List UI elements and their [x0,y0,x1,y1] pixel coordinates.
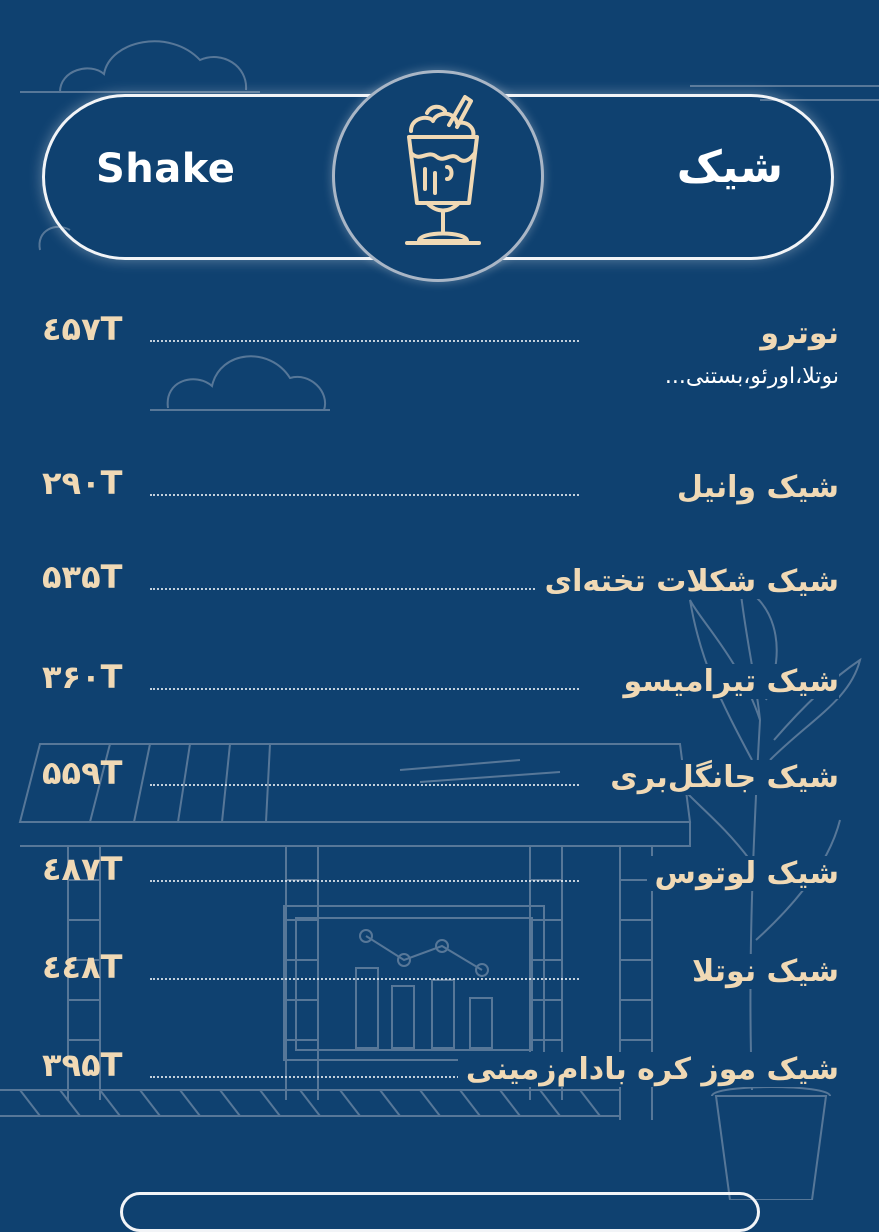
menu-item[interactable] [0,754,879,820]
menu-item-name: شیک نوتلا [684,954,839,989]
menu-item-price: ۳۹۵T [42,1046,123,1084]
menu-item-price: ۳۶۰T [42,658,123,696]
next-category-header [120,1192,760,1232]
menu-item[interactable] [0,948,879,1014]
menu-item-description: نوتلا،اورئو،بستنی... [664,364,839,389]
menu-item-name: شیک تیرامیسو [615,664,839,699]
menu-item-price: ۵۳۵T [42,558,123,596]
leader-dots [150,978,579,980]
menu-item[interactable] [0,658,879,724]
leader-dots [150,880,579,882]
menu-item-name: نوترو [752,316,839,351]
menu-item-price: ٤۸٧T [42,850,123,888]
milkshake-icon [397,93,487,259]
menu-item-name: شیک وانیل [669,470,839,505]
menu-item[interactable] [0,310,879,389]
menu-item[interactable] [0,1046,879,1112]
menu-item[interactable] [0,850,879,916]
menu-item-price: ٤۵٧T [42,310,123,348]
menu-item-name: شیک شکلات تخته‌ای [537,564,839,599]
category-badge [332,70,544,282]
category-title-en: Shake [96,146,236,192]
leader-dots [150,784,579,786]
leader-dots [150,340,579,342]
leader-dots [150,494,579,496]
leader-dots [150,688,579,690]
menu-item-price: ۵۵۹T [42,754,123,792]
menu-item-price: ٤٤۸T [42,948,123,986]
menu-item[interactable] [0,558,879,624]
menu-item-price: ۲۹۰T [42,464,123,502]
category-title-fa: شیک [676,142,783,193]
menu-item-name: شیک لوتوس [647,856,839,891]
menu-item[interactable] [0,464,879,530]
leader-dots [150,588,579,590]
menu-item-name: شیک جانگل‌بری [602,760,839,795]
menu-item-name: شیک موز کره بادام‌زمینی [458,1052,839,1087]
